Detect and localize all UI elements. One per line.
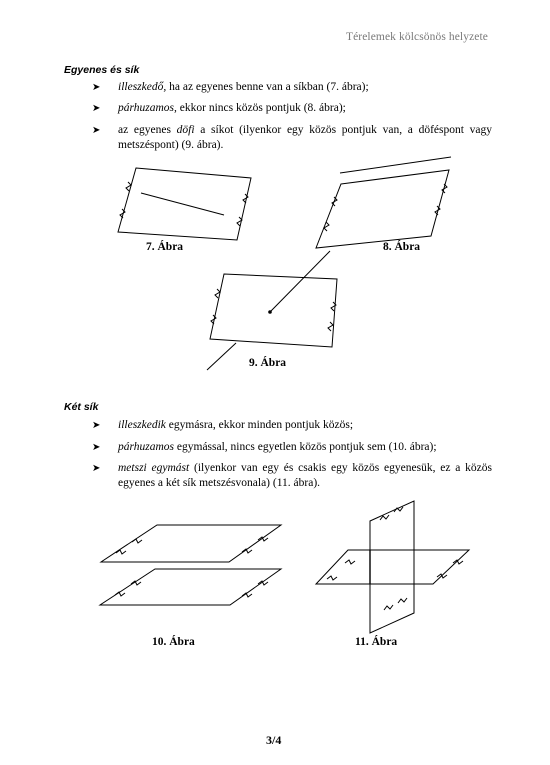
figure-10-caption: 10. Ábra (152, 636, 195, 648)
piercing-line-upper (270, 251, 330, 312)
plane-break-mark (384, 605, 393, 610)
plane-break-mark (398, 598, 407, 603)
piercing-line-lower (207, 343, 236, 370)
figure-9-line-pierces-plane (207, 251, 337, 370)
figure-8-caption: 8. Ábra (383, 241, 421, 253)
plane-break-mark (437, 574, 447, 578)
plane-outline (118, 168, 251, 240)
emphasis: illeszkedik (118, 419, 166, 431)
figure-8-line-parallel-to-plane (316, 157, 451, 248)
figure-11-intersecting-planes (316, 501, 469, 633)
upper-plane-outline (101, 525, 281, 562)
plane-break-mark (345, 560, 355, 564)
figure-7-caption: 7. Ábra (146, 241, 184, 253)
horizontal-plane-outline (316, 550, 469, 584)
arrowhead-bullet-icon: ➤ (92, 125, 101, 136)
section-title-line-and-plane: Egyenes és sík (64, 64, 140, 76)
section-title-two-planes: Két sík (64, 401, 99, 413)
arrowhead-bullet-icon: ➤ (92, 442, 101, 453)
arrowhead-bullet-icon: ➤ (92, 103, 101, 114)
line-in-plane (141, 193, 224, 215)
emphasis: párhuzamos (118, 441, 175, 453)
plane-break-mark (328, 322, 333, 331)
intersection-point (268, 310, 272, 314)
figure-9-caption: 9. Ábra (249, 357, 287, 369)
plane-break-mark (327, 576, 337, 580)
arrowhead-bullet-icon: ➤ (92, 463, 101, 474)
plane-break-mark (115, 592, 125, 596)
running-header: Térelemek kölcsönös helyzete (345, 31, 488, 43)
parallel-line (340, 157, 451, 173)
document-page: Térelemek kölcsönös helyzete Egyenes és sík ➤ illeszkedő, ha az egyenes benne van a síkban (7. ábra); ➤ párhuzamos, ekkor nincs közös pontjuk (8. ábra); ➤ az egyenes döfi a síkot (ilyenkor egy közös pontjuk van, a döféspont vagy metszéspont) (9. ábra). Két sík ➤ illeszkedik egymásra, ekkor minden pontjuk közös; ➤ párhuzamos egymással, nincs egyetlen közös pontjuk sem (10. ábra); ➤ metszi egymást (ilyenkor van egy és csakis egy közös egyenesük, ez a közös egyenes a két sík metszésvonala) (11. ábra). 7. Ábra 8. Ábra 9. Ábra 10. Ábra 11. Ábra 3/4 (0, 0, 550, 765)
page-number: 3/4 (266, 733, 282, 747)
figure-7-line-in-plane (118, 168, 251, 240)
emphasis: döfi (176, 124, 195, 136)
lower-plane-outline (100, 569, 281, 605)
plane-outline (210, 274, 337, 347)
vertical-plane-outline (370, 501, 414, 633)
plane-outline (316, 170, 449, 248)
figure-10-parallel-planes (100, 525, 281, 605)
emphasis: metszi egymást (118, 462, 190, 474)
arrowhead-bullet-icon: ➤ (92, 420, 101, 431)
arrowhead-bullet-icon: ➤ (92, 82, 101, 93)
figure-11-caption: 11. Ábra (355, 636, 398, 648)
emphasis: párhuzamos, (118, 102, 177, 114)
plane-break-mark (132, 539, 142, 543)
emphasis: illeszkedő, (118, 81, 167, 93)
